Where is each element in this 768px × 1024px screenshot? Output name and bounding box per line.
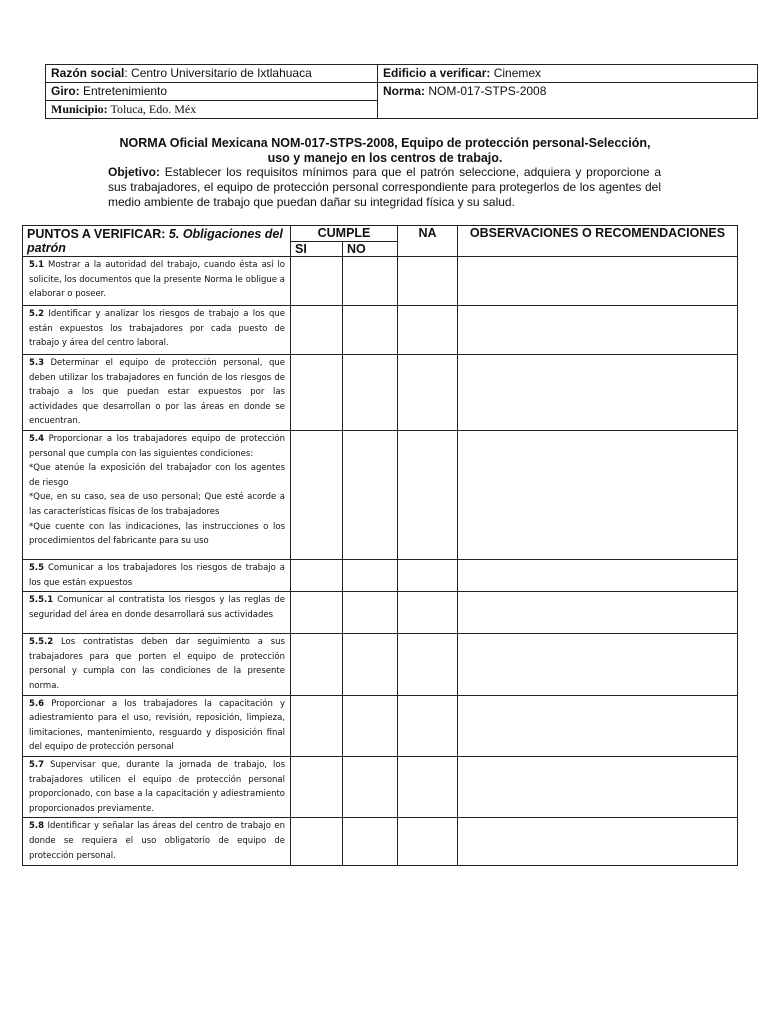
- si-cell[interactable]: [291, 634, 343, 695]
- observaciones-cell[interactable]: [458, 306, 738, 355]
- si-cell[interactable]: [291, 756, 343, 817]
- norma-label: Norma:: [383, 84, 426, 98]
- no-cell[interactable]: [343, 431, 398, 560]
- title-line-1: NORMA Oficial Mexicana NOM-017-STPS-2008, Equipo de protección personal-Selección,: [119, 136, 651, 150]
- requirement-text: Proporcionar a los trabajadores la capacitación y adiestramiento para el uso, revisión, reposición, limpieza, limitaciones, mantenimiento, resguardo y disposición final del equipo de protección personal: [29, 698, 285, 753]
- table-row: [23, 257, 738, 306]
- observaciones-cell[interactable]: [458, 431, 738, 560]
- si-cell[interactable]: [291, 560, 343, 592]
- si-cell[interactable]: [291, 306, 343, 355]
- requirement-number: 5.5.1: [29, 595, 54, 606]
- no-header: NO: [343, 242, 398, 257]
- requirement-text: Identificar y señalar las áreas del centro de trabajo en donde se requiera el uso obligatorio de equipo de protección personal.: [29, 821, 285, 861]
- no-cell[interactable]: [343, 695, 398, 756]
- table-row: [23, 756, 738, 817]
- na-cell[interactable]: [398, 695, 458, 756]
- requirement-number: 5.2: [29, 309, 45, 319]
- giro-label: Giro:: [51, 84, 80, 98]
- edificio-label: Edificio a verificar:: [383, 66, 491, 80]
- norma-cell: [378, 83, 758, 119]
- na-cell[interactable]: [398, 634, 458, 695]
- requirement-cell: [23, 431, 291, 560]
- giro-cell: [46, 83, 378, 101]
- requirement-text: Comunicar a los trabajadores los riesgos de trabajo a los que están expuestos: [29, 563, 285, 588]
- norma-value: NOM-017-STPS-2008: [425, 84, 547, 98]
- na-cell[interactable]: [398, 355, 458, 431]
- observaciones-cell[interactable]: [458, 257, 738, 306]
- na-cell[interactable]: [398, 431, 458, 560]
- objective-text: Establecer los requisitos mínimos para que el patrón seleccione, adquiera y proporcione a sus trabajadores, el equipo de protección personal correspondiente para protegerlos de los agentes del medio ambiente de trabajo que puedan dañar su integridad física y su salud.: [108, 165, 661, 209]
- si-cell[interactable]: [291, 592, 343, 634]
- edificio-cell: [378, 65, 758, 83]
- puntos-header: [23, 226, 291, 257]
- razon-social-value: : Centro Universitario de Ixtlahuaca: [124, 66, 312, 80]
- municipio-label: Municipio:: [51, 102, 108, 116]
- observaciones-header: OBSERVACIONES O RECOMENDACIONES: [458, 226, 738, 257]
- na-cell[interactable]: [398, 306, 458, 355]
- requirement-cell: [23, 818, 291, 866]
- na-cell[interactable]: [398, 818, 458, 866]
- table-row: [23, 431, 738, 560]
- requirement-number: 5.4: [29, 434, 45, 444]
- requirement-cell: [23, 592, 291, 634]
- requirement-number: 5.5.2: [29, 637, 54, 648]
- si-cell[interactable]: [291, 431, 343, 560]
- na-cell[interactable]: [398, 756, 458, 817]
- table-row: [23, 306, 738, 355]
- edificio-value: Cinemex: [490, 66, 542, 80]
- municipio-value: Toluca, Edo. Méx: [107, 102, 197, 116]
- title-line-2: uso y manejo en los centros de trabajo.: [267, 151, 503, 165]
- giro-value: Entretenimiento: [79, 84, 168, 98]
- no-cell[interactable]: [343, 818, 398, 866]
- municipio-cell: [46, 101, 378, 119]
- na-cell[interactable]: [398, 592, 458, 634]
- requirement-number: 5.7: [29, 759, 45, 770]
- objective-paragraph: [108, 165, 661, 210]
- requirement-text: Comunicar al contratista los riesgos y las reglas de seguridad del área en donde desarrollará sus actividades: [29, 595, 285, 620]
- na-cell[interactable]: [398, 257, 458, 306]
- table-row: [23, 592, 738, 634]
- checklist-table: [22, 225, 738, 866]
- table-row: [23, 355, 738, 431]
- table-row: [23, 634, 738, 695]
- puntos-label: PUNTOS A VERIFICAR:: [27, 227, 169, 241]
- requirement-cell: [23, 756, 291, 817]
- na-cell[interactable]: [398, 560, 458, 592]
- si-cell[interactable]: [291, 818, 343, 866]
- puntos-italic: 5. Obligaciones del patrón: [27, 227, 283, 255]
- no-cell[interactable]: [343, 756, 398, 817]
- razon-social-cell: [46, 65, 378, 83]
- requirement-text: Mostrar a la autoridad del trabajo, cuando ésta así lo solicite, los documentos que la presente Norma le obligue a elaborar o poseer.: [29, 260, 285, 300]
- no-cell[interactable]: [343, 355, 398, 431]
- requirement-number: 5.5: [29, 563, 45, 573]
- no-cell[interactable]: [343, 306, 398, 355]
- no-cell[interactable]: [343, 592, 398, 634]
- observaciones-cell[interactable]: [458, 818, 738, 866]
- cumple-header: CUMPLE: [291, 226, 398, 242]
- header-info-table: [45, 64, 758, 119]
- observaciones-cell[interactable]: [458, 634, 738, 695]
- si-cell[interactable]: [291, 355, 343, 431]
- observaciones-cell[interactable]: [458, 592, 738, 634]
- no-cell[interactable]: [343, 560, 398, 592]
- document-title: [60, 136, 710, 166]
- observaciones-cell[interactable]: [458, 355, 738, 431]
- na-header: NA: [398, 226, 458, 257]
- requirement-number: 5.8: [29, 821, 45, 832]
- requirement-cell: [23, 560, 291, 592]
- no-cell[interactable]: [343, 257, 398, 306]
- table-row: [23, 560, 738, 592]
- requirement-text: Los contratistas deben dar seguimiento a sus trabajadores para que porten el equipo de protección personal y cumpla con las condiciones de la presente norma.: [29, 637, 285, 691]
- requirement-text: Identificar y analizar los riesgos de trabajo a los que están expuestos los trabajadores por cada puesto de trabajo y área del centro laboral.: [29, 309, 285, 349]
- no-cell[interactable]: [343, 634, 398, 695]
- requirement-text: Supervisar que, durante la jornada de trabajo, los trabajadores utilicen el equipo de protección personal proporcionado, con base a la capacitación y adiestramiento proporcionados previamente.: [29, 759, 285, 814]
- requirement-number: 5.1: [29, 260, 45, 270]
- requirement-cell: [23, 355, 291, 431]
- observaciones-cell[interactable]: [458, 695, 738, 756]
- razon-social-label: Razón social: [51, 66, 125, 80]
- requirement-number: 5.6: [29, 698, 45, 709]
- si-cell[interactable]: [291, 695, 343, 756]
- si-header: SI: [291, 242, 343, 257]
- requirement-cell: [23, 306, 291, 355]
- table-row: [23, 695, 738, 756]
- objective-label: Objetivo:: [108, 165, 161, 179]
- si-cell[interactable]: [291, 257, 343, 306]
- requirement-cell: [23, 257, 291, 306]
- observaciones-cell[interactable]: [458, 560, 738, 592]
- requirement-number: 5.3: [29, 358, 45, 368]
- observaciones-cell[interactable]: [458, 756, 738, 817]
- requirement-cell: [23, 695, 291, 756]
- requirement-text: Proporcionar a los trabajadores equipo de protección personal que cumpla con las siguientes condiciones: *Que atenúe la exposición del trabajador con los agentes de riesgo *Que, en su caso, sea de uso personal; Que esté acorde a las características físicas de los trabajadores *Que cuente con las indicaciones, las instrucciones o los procedimientos del fabricante para su uso: [29, 434, 285, 547]
- requirement-cell: [23, 634, 291, 695]
- table-row: [23, 818, 738, 866]
- requirement-text: Determinar el equipo de protección personal, que deben utilizar los trabajadores en función de los riesgos de trabajo a los que puedan estar expuestos por las actividades que desarrollan o por las áreas en donde se encuentran.: [29, 358, 285, 427]
